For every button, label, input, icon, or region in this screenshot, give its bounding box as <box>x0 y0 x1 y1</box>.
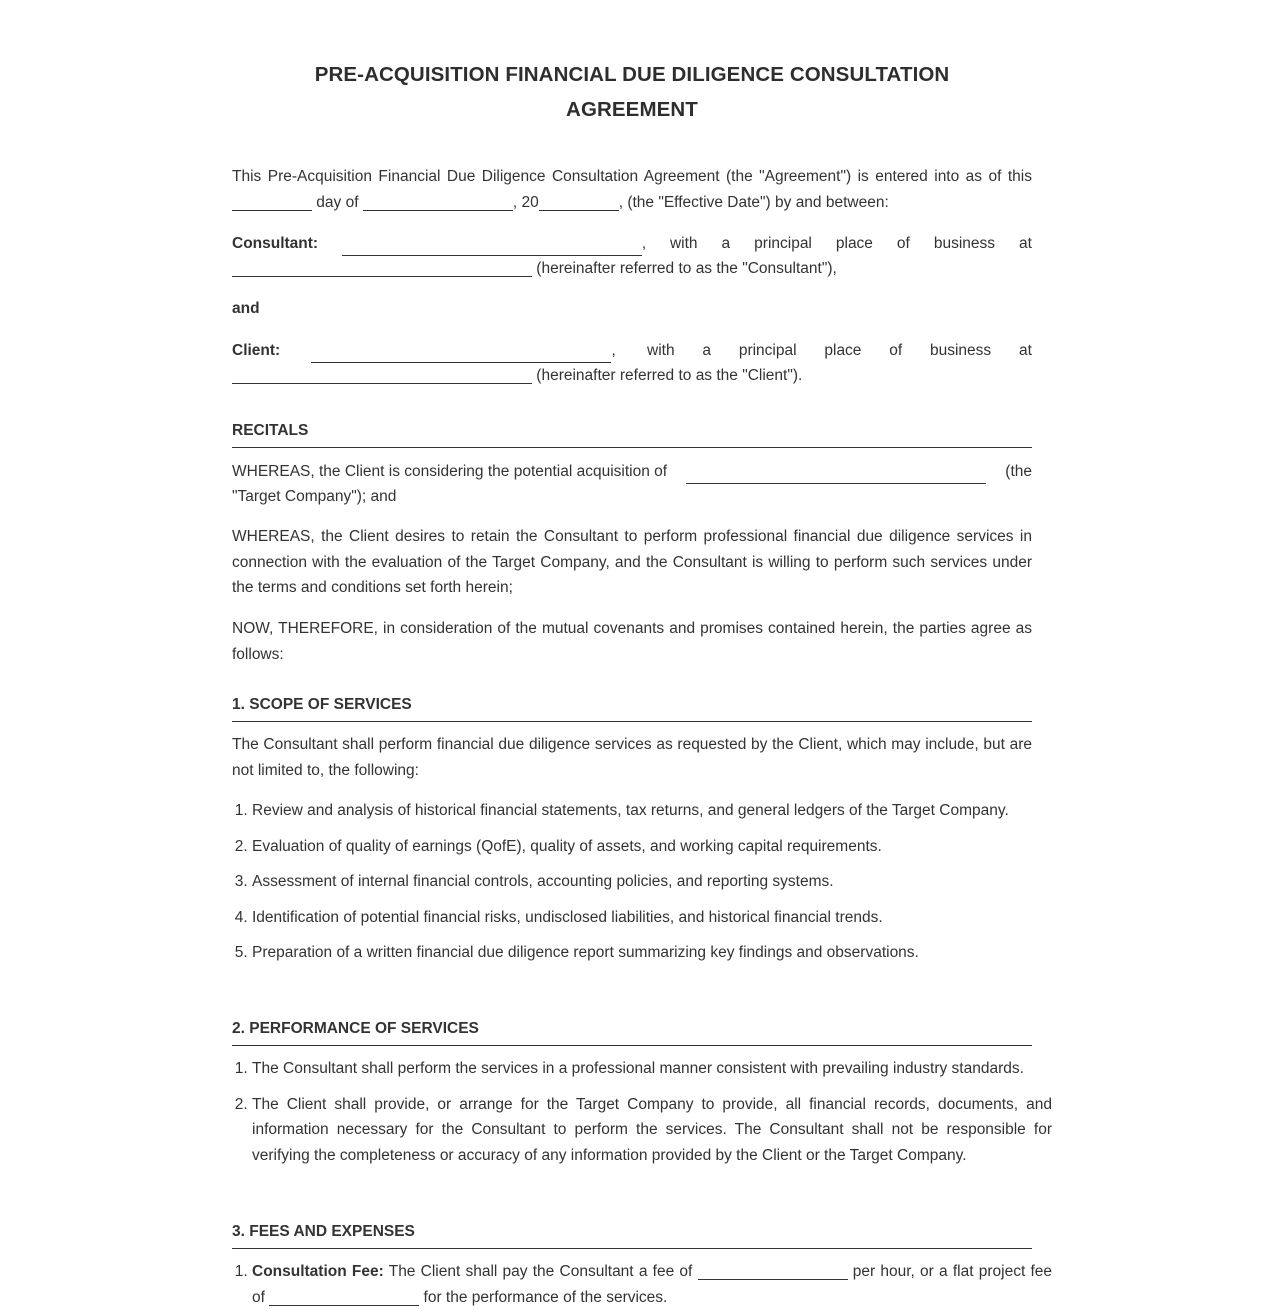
section-2-list <box>232 1056 1052 1168</box>
title-line-2: AGREEMENT <box>566 98 698 121</box>
whereas-2: WHEREAS, the Client desires to retain the Consultant to perform professional financial due diligence services in connection with the evaluation of the Target Company, and the Consultant is willing to perform such services under the terms and conditions set forth herein; <box>232 528 1032 596</box>
hourly-fee-blank <box>698 1261 848 1280</box>
title-line-1: PRE-ACQUISITION FINANCIAL DUE DILIGENCE CONSULTATION <box>314 63 950 86</box>
list-item: 1. Review and analysis of historical financial statements, tax returns, and general ledgers of the Target Company. <box>252 798 1052 824</box>
client-with-text: with a principal place of business at <box>647 341 1032 359</box>
section-3-list <box>232 1259 1052 1310</box>
consultant-with-text: with a principal place of business at <box>669 234 1032 252</box>
list-item: 4. Identification of potential financial risks, undisclosed liabilities, and historical financial trends. <box>252 905 1052 931</box>
intro-text: This Pre-Acquisition Financial Due Diligence Consultation Agreement (the "Agreement") is entered into as of this <box>232 168 1032 185</box>
consultant-party <box>232 230 1032 282</box>
list-item: 2. Evaluation of quality of earnings (QofE), quality of assets, and working capital requirements. <box>252 834 1052 860</box>
whereas-1-text: WHEREAS, the Client is considering the potential acquisition of <box>232 462 668 480</box>
consultant-address-blank <box>232 258 532 277</box>
section-1-intro: The Consultant shall perform financial due diligence services as requested by the Client, which may include, but are not limited to, the following: <box>232 736 1032 779</box>
list-item <box>252 1259 1052 1310</box>
list-item: 1. The Consultant shall perform the services in a professional manner consistent with prevailing industry standards. <box>252 1056 1052 1082</box>
day-blank <box>232 192 312 211</box>
section-3-heading: 3. FEES AND EXPENSES <box>232 1221 1032 1249</box>
list-item: 3. Assessment of internal financial controls, accounting policies, and reporting systems. <box>252 869 1052 895</box>
section-1-heading: 1. SCOPE OF SERVICES <box>232 694 1032 722</box>
whereas-1: WHEREAS, the Client is considering the potential acquisition of (the "Target Company"); and <box>232 458 1032 509</box>
day-of-text: day of <box>312 193 363 211</box>
fee-text-c: for the performance of the services. <box>419 1288 668 1306</box>
comma-20-text: , 20 <box>512 193 539 211</box>
list-item: 5. Preparation of a written financial due diligence report summarizing key findings and observations. <box>252 940 1052 966</box>
fee-text-b: per hour, or a flat project fee of <box>252 1263 1053 1306</box>
consultant-label: Consultant: <box>232 234 319 252</box>
and-label: and <box>232 300 260 317</box>
consultant-comma: , <box>641 234 647 252</box>
month-blank <box>363 192 513 211</box>
section-1-list <box>232 798 1052 966</box>
consultant-hereinafter: (hereinafter referred to as the "Consultant"), <box>532 260 837 277</box>
flat-fee-blank <box>269 1287 419 1306</box>
document-title <box>232 57 1032 127</box>
client-label: Client: <box>232 341 281 359</box>
client-address-blank <box>232 365 532 384</box>
consultation-fee-label: Consultation Fee: <box>252 1263 384 1280</box>
client-hereinafter: (hereinafter referred to as the "Client"). <box>532 367 803 384</box>
client-name-blank <box>311 344 611 363</box>
target-company-blank <box>686 465 986 484</box>
recitals-heading: RECITALS <box>232 420 1032 448</box>
section-2-heading: 2. PERFORMANCE OF SERVICES <box>232 1018 1032 1046</box>
year-blank <box>539 192 619 211</box>
intro-paragraph <box>232 164 1032 215</box>
list-item: 2. The Client shall provide, or arrange for the Target Company to provide, all financial records, documents, and information necessary for the Consultant to perform the services. The Consultant shall not be responsible for verifying the completeness or accuracy of any information provided by the Client or the Target Company. <box>252 1092 1052 1169</box>
now-therefore: NOW, THEREFORE, in consideration of the mutual covenants and promises contained herein, the parties agree as follows: <box>232 620 1032 663</box>
effective-date-text: , (the "Effective Date") by and between: <box>618 193 889 211</box>
agreement-document <box>232 0 1053 1306</box>
fee-text-a: The Client shall pay the Consultant a fee of <box>383 1263 698 1280</box>
consultant-name-blank <box>342 237 642 256</box>
client-comma: , <box>611 341 616 359</box>
client-party <box>232 337 1032 389</box>
